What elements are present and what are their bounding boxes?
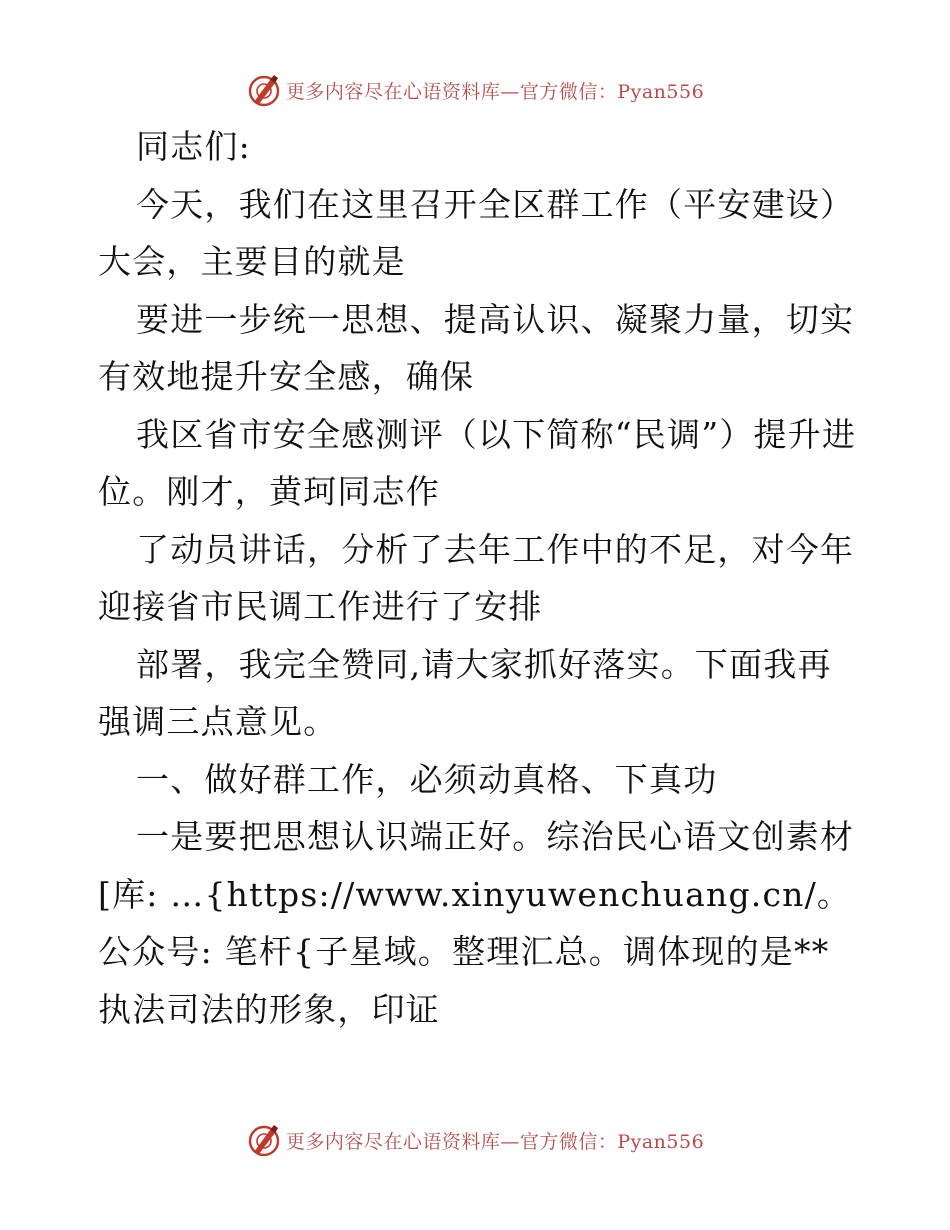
paragraph: 一是要把思想认识端正好。综治民心语文创素材[库: …{https://www.xinyuwenchuang.cn/。公众号: 笔杆{子星域。整理汇总。调体现的是**执法司法的形象，印证 — [98, 817, 855, 1029]
pen-logo-icon — [246, 72, 282, 108]
section-heading: 一、做好群工作，必须动真格、下真功 — [136, 759, 718, 799]
footer-watermark — [0, 1120, 950, 1160]
paragraph: 今天，我们在这里召开全区群工作（平安建设）大会，主要目的就是 — [98, 184, 855, 281]
paragraph: 部署，我完全赞同,请大家抓好落实。下面我再强调三点意见。 — [98, 644, 832, 741]
paragraph: 要进一步统一思想、提高认识、凝聚力量，切实有效地提升安全感，确保 — [98, 299, 855, 396]
footer-watermark-text: 更多内容尽在心语资料库—官方微信：Pyan556 — [285, 1130, 705, 1153]
paragraph: 了动员讲话，分析了去年工作中的不足，对今年迎接省市民调工作进行了安排 — [98, 529, 855, 626]
header-watermark — [0, 70, 950, 110]
paragraph: 我区省市安全感测评（以下简称“民调”）提升进位。刚才，黄珂同志作 — [98, 414, 857, 511]
header-watermark-text: 更多内容尽在心语资料库—官方微信：Pyan556 — [285, 80, 705, 103]
pen-logo-icon — [246, 1122, 282, 1158]
document-body — [98, 118, 858, 1038]
salutation: 同志们: — [136, 127, 251, 166]
